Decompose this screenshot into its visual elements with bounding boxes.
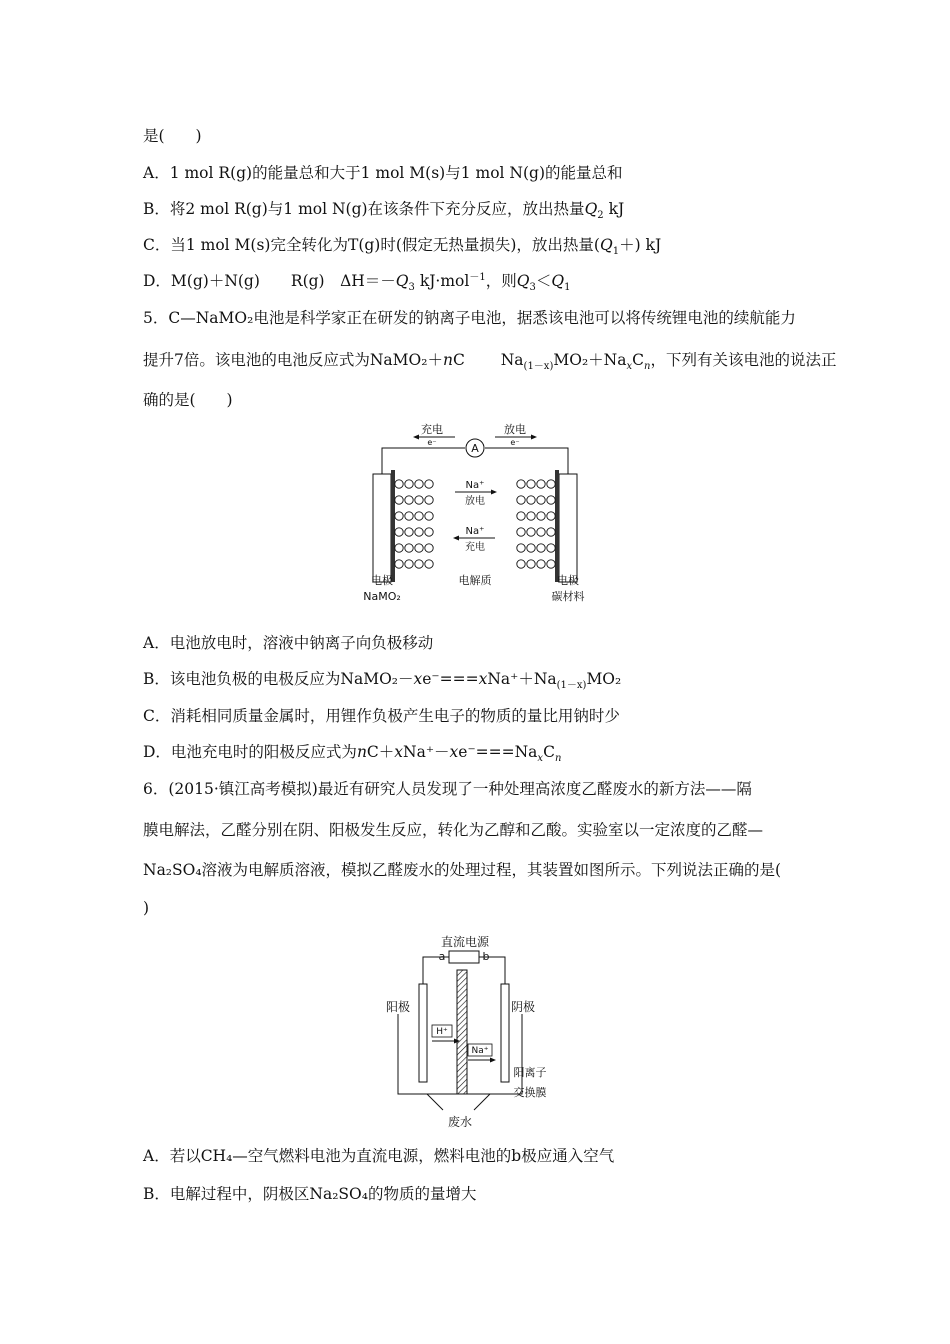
q5-option-b: B．该电池负极的电极反应为$NaMO_2-xe^-===xNa^++Na_{(1-x)}MO_2$ — [143, 670, 622, 692]
q6-stem-line1: 6．(2015·镇江高考模拟)最近有研究人员发现了一种处理高浓度乙醛废水的新方法——隔 — [143, 780, 752, 798]
ion-coil — [425, 528, 433, 536]
ion-coil — [415, 496, 423, 504]
q4-option-c: C．当1 mol M(s)完全转化为T(g)时(假定无热量损失)，放出热量$(Q_1+)$ kJ — [143, 236, 662, 258]
right-electrode-label1: 电极 — [557, 574, 579, 587]
ion-coil — [537, 480, 545, 488]
ion-coil — [537, 560, 545, 568]
cation-exchange-membrane — [457, 970, 467, 1094]
q5-option-a: A．电池放电时，溶液中钠离子向负极移动 — [143, 634, 434, 652]
ion-coil — [405, 496, 413, 504]
ion-coil — [517, 480, 525, 488]
ammeter-label: A — [471, 442, 479, 455]
ion-coil — [415, 480, 423, 488]
ion-coil — [405, 560, 413, 568]
ion-coil — [517, 528, 525, 536]
charge-top-label: 充电 — [421, 423, 443, 436]
q4-stem-tail: 是( ) — [143, 127, 202, 145]
discharge-arrow-label: 放电 — [465, 496, 485, 507]
q5-option-d: D．电池充电时的阳极反应式为$nC+xNa^+-xe^-===Na_xC_n$ — [143, 743, 562, 765]
q4-option-d: D．M(g)＋N(g) R(g) $\Delta H=-Q_3$ kJ·mol$^{-1}$，则$Q_3<Q_1$ — [143, 271, 571, 294]
anode-electrode — [419, 984, 427, 1082]
ion-coil — [425, 560, 433, 568]
ion-coil — [547, 560, 555, 568]
ion-coil — [395, 544, 403, 552]
q4-option-a: A．1 mol R(g)的能量总和大于1 mol M(s)与1 mol N(g)的能量总和 — [143, 164, 623, 182]
ion-coil — [547, 512, 555, 520]
ion-coil — [415, 512, 423, 520]
charge-arrow-label: 充电 — [465, 542, 485, 553]
ion-layers — [395, 480, 555, 568]
ion-coil — [395, 496, 403, 504]
q5-option-c: C．消耗相同质量金属时，用锂作负极产生电子的物质的量比用钠时少 — [143, 707, 620, 725]
ion-coil — [547, 496, 555, 504]
q6-stem-line2: 膜电解法，乙醛分别在阴、阳极发生反应，转化为乙醇和乙酸。实验室以一定浓度的乙醛— — [143, 821, 764, 839]
ion-coil — [537, 544, 545, 552]
left-electrode — [373, 474, 391, 582]
ion-coil — [537, 496, 545, 504]
battery-diagram — [355, 418, 595, 608]
cathode-electrode — [501, 984, 509, 1082]
electron-left-label: e⁻ — [427, 438, 437, 447]
left-electrode-label1: 电极 — [371, 574, 393, 587]
power-source — [449, 951, 479, 963]
right-electrode — [559, 474, 577, 582]
anode-label: 阳极 — [385, 1000, 411, 1014]
ion-coil — [517, 560, 525, 568]
q6-stem-line4: ) — [143, 899, 150, 917]
ion-coil — [547, 480, 555, 488]
terminal-b: b — [482, 950, 490, 963]
electron-right-label: e⁻ — [510, 438, 520, 447]
q6-stem-line3: Na₂SO₄溶液为电解质溶液，模拟乙醛废水的处理过程，其装置如图所示。下列说法正确的是( — [143, 861, 782, 879]
left-electrode-label2: NaMO₂ — [363, 590, 401, 603]
power-label: 直流电源 — [440, 935, 490, 949]
ion-coil — [405, 480, 413, 488]
ion-coil — [537, 528, 545, 536]
ion-coil — [415, 528, 423, 536]
q6-option-a: A．若以CH₄—空气燃料电池为直流电源，燃料电池的b极应通入空气 — [143, 1147, 615, 1165]
electrolyte-label: 电解质 — [458, 574, 492, 587]
terminal-a: a — [438, 950, 446, 963]
na-ion-discharge: Na⁺ — [465, 480, 485, 491]
h-ion-label: H⁺ — [436, 1027, 448, 1037]
ion-coil — [517, 496, 525, 504]
ion-coil — [395, 528, 403, 536]
ion-coil — [425, 480, 433, 488]
membrane-label1: 阳离子 — [513, 1066, 547, 1079]
waste-water-label: 废水 — [447, 1115, 473, 1129]
ion-coil — [415, 560, 423, 568]
na-ion-label: Na⁺ — [471, 1046, 489, 1056]
ion-coil — [425, 496, 433, 504]
ion-coil — [517, 544, 525, 552]
ion-coil — [527, 480, 535, 488]
ion-coil — [405, 528, 413, 536]
ion-coil — [395, 560, 403, 568]
ion-coil — [547, 528, 555, 536]
ion-coil — [425, 512, 433, 520]
membrane-label2: 交换膜 — [513, 1086, 547, 1099]
q5-stem-line1: 5．C—NaMO₂电池是科学家正在研发的钠离子电池，据悉该电池可以将传统锂电池的续航能力 — [143, 309, 796, 327]
ion-coil — [527, 528, 535, 536]
ion-coil — [425, 544, 433, 552]
ion-coil — [527, 560, 535, 568]
q4-option-b: B．将2 mol R(g)与1 mol N(g)在该条件下充分反应，放出热量$Q_2$ kJ — [143, 200, 625, 222]
ion-coil — [517, 512, 525, 520]
ion-coil — [395, 512, 403, 520]
ion-coil — [527, 496, 535, 504]
q6-option-b: B．电解过程中，阴极区Na₂SO₄的物质的量增大 — [143, 1185, 477, 1203]
ion-coil — [405, 512, 413, 520]
ion-coil — [547, 544, 555, 552]
ion-coil — [527, 544, 535, 552]
q5-stem-line2: 提升7倍。该电池的电池反应式为NaMO₂＋nC $Na_{(1-x)}MO_2+Na_xC_n$，下列有关该电池的说法正 — [143, 351, 837, 373]
electrolysis-diagram — [380, 928, 580, 1133]
ion-coil — [405, 544, 413, 552]
ion-coil — [415, 544, 423, 552]
q5-stem-line3: 确的是( ) — [143, 391, 233, 409]
ion-coil — [527, 512, 535, 520]
discharge-top-label: 放电 — [504, 423, 526, 436]
cathode-label: 阴极 — [510, 1000, 536, 1014]
ion-coil — [395, 480, 403, 488]
na-ion-charge: Na⁺ — [465, 526, 485, 537]
right-electrode-label2: 碳材料 — [551, 590, 585, 603]
ion-coil — [537, 512, 545, 520]
